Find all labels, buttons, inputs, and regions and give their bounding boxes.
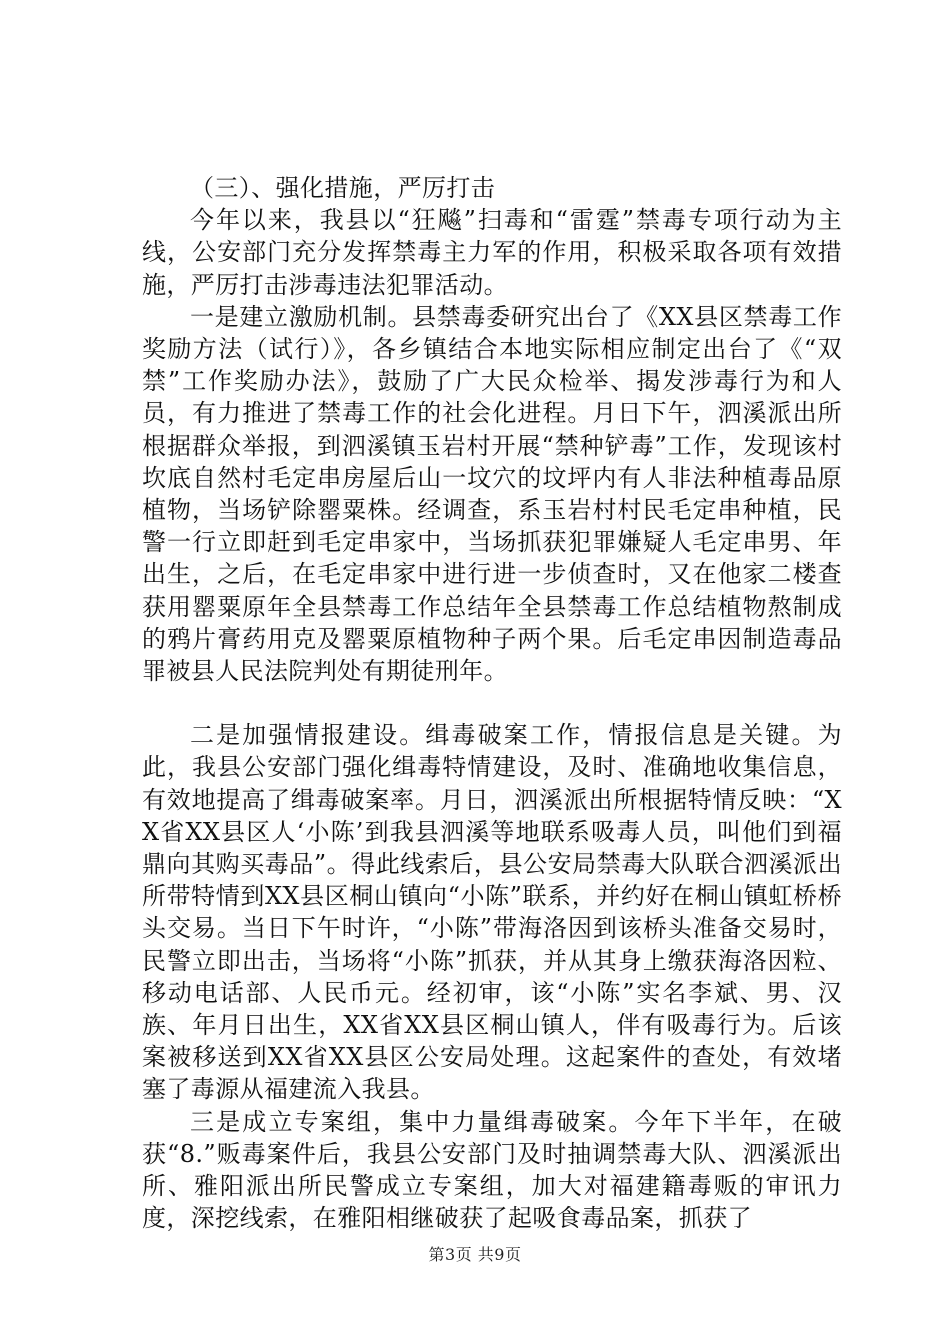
paragraph-incentive-mechanism: 一是建立激励机制。县禁毒委研究出台了《XX县区禁毒工作奖励方法（试行）》，各乡镇结合本地实际相应制定出台了《“双禁”工作奖励办法》，鼓励了广大民众检举、揭发涉毒行为和人员，有力推进了禁毒工作的社会化进程。月日下午，泗溪派出所根据群众举报，到泗溪镇玉岩村开展“禁种铲毒”工作，发现该村坎底自然村毛定串房屋后山一坟穴的坟坪内有人非法种植毒品原植物，当场铲除罂粟株。经调查，系玉岩村村民毛定串种植，民警一行立即赶到毛定串家中，当场抓获犯罪嫌疑人毛定串男、年出生，之后，在毛定串家中进行进一步侦查时，又在他家二楼查获用罂粟原年全县禁毒工作总结年全县禁毒工作总结植物熬制成的鸦片膏药用克及罂粟原植物种子两个果。后毛定串因制造毒品罪被县人民法院判处有期徒刑年。 bbox=[142, 302, 842, 686]
section-heading: （三）、强化措施，严厉打击 bbox=[190, 174, 496, 202]
paragraph-intro: 今年以来，我县以“狂飚”扫毒和“雷霆”禁毒专项行动为主线，公安部门充分发挥禁毒主力军的作用，积极采取各项有效措施，严厉打击涉毒违法犯罪活动。 bbox=[142, 206, 842, 299]
paragraph-task-force: 三是成立专案组，集中力量缉毒破案。今年下半年，在破获“8.”贩毒案件后，我县公安部门及时抽调禁毒大队、泗溪派出所、雅阳派出所民警成立专案组，加大对福建籍毒贩的审讯力度，深挖线索，在雅阳相继破获了起吸食毒品案，抓获了 bbox=[142, 1107, 842, 1233]
document-body bbox=[142, 172, 842, 1235]
page-footer: 第3页 共9页 bbox=[428, 1245, 522, 1264]
paragraph-spacer bbox=[142, 687, 842, 719]
paragraph-intelligence-building: 二是加强情报建设。缉毒破案工作，情报信息是关键。为此，我县公安部门强化缉毒特情建设，及时、准确地收集信息，有效地提高了缉毒破案率。月日，泗溪派出所根据特情反映：“XX省XX县区人‘小陈’到我县泗溪等地联系吸毒人员，叫他们到福鼎向其购买毒品”。得此线索后，县公安局禁毒大队联合泗溪派出所带特情到XX县区桐山镇向“小陈”联系，并约好在桐山镇虹桥桥头交易。当日下午时许，“小陈”带海洛因到该桥头准备交易时，民警立即出击，当场将“小陈”抓获，并从其身上缴获海洛因粒、移动电话部、人民币元。经初审，该“小陈”实名李斌、男、汉族、年月日出生，XX省XX县区桐山镇人，伴有吸毒行为。后该案被移送到XX省XX县区公安局处理。这起案件的查处，有效堵塞了毒源从福建流入我县。 bbox=[142, 721, 842, 1104]
